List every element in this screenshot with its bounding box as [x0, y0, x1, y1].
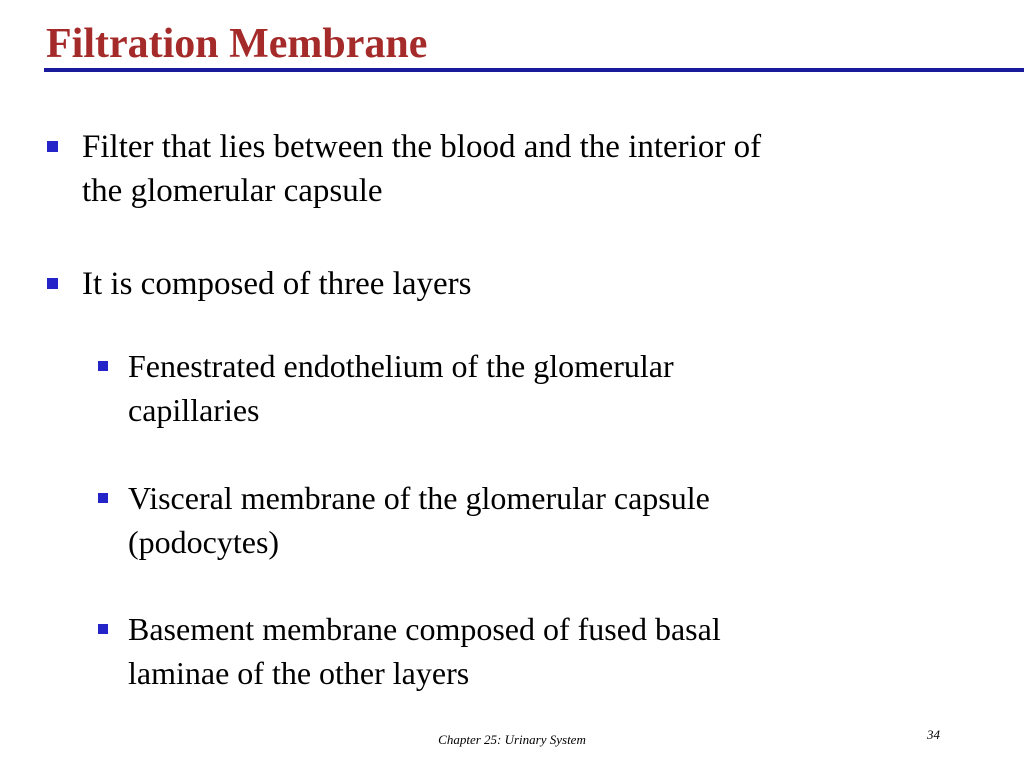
bullet-line: It is composed of three layers	[82, 266, 472, 302]
title-underline	[44, 68, 1024, 72]
sub-bullet-item	[128, 344, 908, 432]
bullet-line: Basement membrane composed of fused basal	[128, 611, 721, 647]
square-bullet-icon	[98, 361, 108, 371]
bullet-line: Fenestrated endothelium of the glomerular	[128, 348, 674, 384]
bullet-text	[82, 125, 987, 213]
page-number: 34	[927, 727, 940, 742]
bullet-item	[82, 262, 987, 306]
bullet-text	[128, 476, 908, 564]
bullet-text	[128, 344, 908, 432]
bullet-line: the glomerular capsule	[82, 173, 383, 209]
square-bullet-icon	[47, 141, 58, 152]
sub-bullet-item	[128, 476, 908, 564]
bullet-item	[82, 125, 987, 213]
bullet-line: laminae of the other layers	[128, 655, 470, 691]
bullet-text	[128, 607, 908, 695]
bullet-line: capillaries	[128, 392, 260, 428]
bullet-line: Filter that lies between the blood and the interior of	[82, 129, 762, 165]
bullet-line: (podocytes)	[128, 524, 280, 560]
bullet-line: Visceral membrane of the glomerular capsule	[128, 480, 710, 516]
square-bullet-icon	[98, 493, 108, 503]
bullet-text	[82, 262, 987, 306]
slide-title: Filtration Membrane	[46, 21, 428, 67]
square-bullet-icon	[98, 624, 108, 634]
slide-footer: Chapter 25: Urinary System	[438, 732, 586, 747]
square-bullet-icon	[47, 278, 58, 289]
sub-bullet-item	[128, 607, 908, 695]
